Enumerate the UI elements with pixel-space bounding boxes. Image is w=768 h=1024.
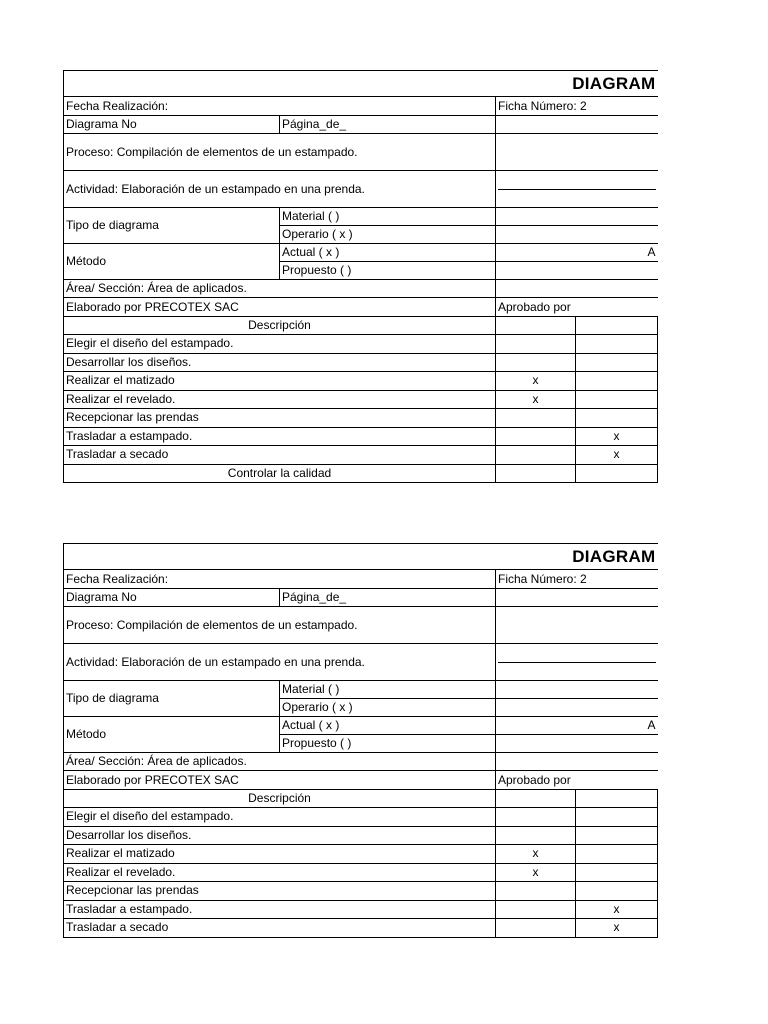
right-letter: A [496, 717, 658, 735]
step-mark-2: x [576, 900, 658, 919]
split-cell [496, 171, 658, 208]
metodo-label: Método [64, 717, 280, 753]
empty-cell [576, 317, 658, 335]
right-letter: A [496, 244, 658, 262]
step-description: Trasladar a secado [64, 446, 496, 465]
elaborado-por-label: Elaborado por PRECOTEX SAC [64, 771, 496, 790]
step-mark-2 [576, 372, 658, 391]
propuesto-option: Propuesto ( ) [280, 735, 496, 753]
step-description: Trasladar a secado [64, 919, 496, 938]
table-row [64, 882, 658, 901]
empty-cell [576, 790, 658, 808]
descripcion-header: Descripción [64, 790, 496, 808]
aprobado-por-label: Aprobado por [496, 771, 658, 790]
step-mark-1 [496, 919, 576, 938]
step-mark-1 [496, 446, 576, 465]
step-description: Realizar el revelado. [64, 863, 496, 882]
tipo-diagrama-label: Tipo de diagrama [64, 208, 280, 244]
step-mark-2 [576, 826, 658, 845]
actual-option: Actual ( x ) [280, 717, 496, 735]
pagina-label: Página_de_ [280, 116, 496, 134]
empty-cell [496, 208, 658, 226]
material-option: Material ( ) [280, 681, 496, 699]
diagram-table [63, 543, 658, 938]
step-mark-1: x [496, 372, 576, 391]
diagram-sheet-1 [63, 70, 657, 483]
step-mark-2: x [576, 446, 658, 465]
step-mark-1 [496, 882, 576, 901]
step-description: Elegir el diseño del estampado. [64, 335, 496, 354]
step-description: Realizar el revelado. [64, 390, 496, 409]
empty-cell [496, 262, 658, 280]
step-mark-2 [576, 845, 658, 864]
descripcion-header: Descripción [64, 317, 496, 335]
step-mark-1: x [496, 863, 576, 882]
step-mark-1 [496, 335, 576, 354]
table-row [64, 409, 658, 428]
step-description: Desarrollar los diseños. [64, 826, 496, 845]
empty-cell [496, 226, 658, 244]
table-row [64, 808, 658, 827]
step-description: Recepcionar las prendas [64, 882, 496, 901]
table-row [64, 446, 658, 465]
step-description: Desarrollar los diseños. [64, 353, 496, 372]
step-mark-2 [576, 353, 658, 372]
step-mark-2 [576, 390, 658, 409]
proceso-label: Proceso: Compilación de elementos de un estampado. [64, 134, 496, 171]
step-description: Realizar el matizado [64, 372, 496, 391]
step-mark-1 [496, 427, 576, 446]
table-row [64, 863, 658, 882]
diagram-table [63, 70, 658, 483]
table-row [64, 372, 658, 391]
table-row [64, 919, 658, 938]
pagina-label: Página_de_ [280, 589, 496, 607]
table-row [64, 427, 658, 446]
metodo-label: Método [64, 244, 280, 280]
empty-cell [496, 134, 658, 171]
step-description: Recepcionar las prendas [64, 409, 496, 428]
step-mark-2: x [576, 427, 658, 446]
diagrama-no-label: Diagrama No [64, 589, 280, 607]
step-mark-2 [576, 808, 658, 827]
empty-cell [496, 607, 658, 644]
actividad-label: Actividad: Elaboración de un estampado en una prenda. [64, 644, 496, 681]
actual-option: Actual ( x ) [280, 244, 496, 262]
step-mark-2 [576, 335, 658, 354]
empty-cell [496, 589, 658, 607]
step-mark-1: x [496, 845, 576, 864]
step-mark-1 [496, 900, 576, 919]
tipo-diagrama-label: Tipo de diagrama [64, 681, 280, 717]
step-mark-2 [576, 409, 658, 428]
table-row [64, 353, 658, 372]
empty-cell [496, 790, 576, 808]
table-row [64, 900, 658, 919]
step-description: Elegir el diseño del estampado. [64, 808, 496, 827]
area-seccion-label: Área/ Sección: Área de aplicados. [64, 753, 496, 771]
step-description: Trasladar a estampado. [64, 900, 496, 919]
empty-cell [496, 116, 658, 134]
proceso-label: Proceso: Compilación de elementos de un estampado. [64, 607, 496, 644]
step-mark-1 [496, 808, 576, 827]
table-row [64, 845, 658, 864]
step-mark-2: x [576, 919, 658, 938]
table-row [64, 390, 658, 409]
step-mark-2 [576, 464, 658, 483]
step-description: Controlar la calidad [64, 464, 496, 483]
empty-cell [496, 753, 658, 771]
empty-cell [496, 681, 658, 699]
area-seccion-label: Área/ Sección: Área de aplicados. [64, 280, 496, 298]
step-description: Trasladar a estampado. [64, 427, 496, 446]
fecha-realizacion-label: Fecha Realización: [64, 97, 496, 116]
diagram-sheet-2 [63, 543, 657, 938]
operario-option: Operario ( x ) [280, 226, 496, 244]
step-mark-1 [496, 464, 576, 483]
step-mark-2 [576, 882, 658, 901]
empty-cell [496, 280, 658, 298]
table-row [64, 464, 658, 483]
step-mark-1 [496, 826, 576, 845]
empty-cell [496, 735, 658, 753]
ficha-numero-label: Ficha Número: 2 [496, 570, 658, 589]
step-mark-1 [496, 409, 576, 428]
aprobado-por-label: Aprobado por [496, 298, 658, 317]
elaborado-por-label: Elaborado por PRECOTEX SAC [64, 298, 496, 317]
table-row [64, 335, 658, 354]
split-cell [496, 644, 658, 681]
step-mark-1: x [496, 390, 576, 409]
empty-cell [496, 317, 576, 335]
table-row [64, 826, 658, 845]
propuesto-option: Propuesto ( ) [280, 262, 496, 280]
operario-option: Operario ( x ) [280, 699, 496, 717]
diagram-title: DIAGRAM [64, 544, 658, 570]
material-option: Material ( ) [280, 208, 496, 226]
ficha-numero-label: Ficha Número: 2 [496, 97, 658, 116]
step-mark-1 [496, 353, 576, 372]
actividad-label: Actividad: Elaboración de un estampado en una prenda. [64, 171, 496, 208]
empty-cell [496, 699, 658, 717]
fecha-realizacion-label: Fecha Realización: [64, 570, 496, 589]
step-description: Realizar el matizado [64, 845, 496, 864]
step-mark-2 [576, 863, 658, 882]
diagrama-no-label: Diagrama No [64, 116, 280, 134]
diagram-title: DIAGRAM [64, 71, 658, 97]
